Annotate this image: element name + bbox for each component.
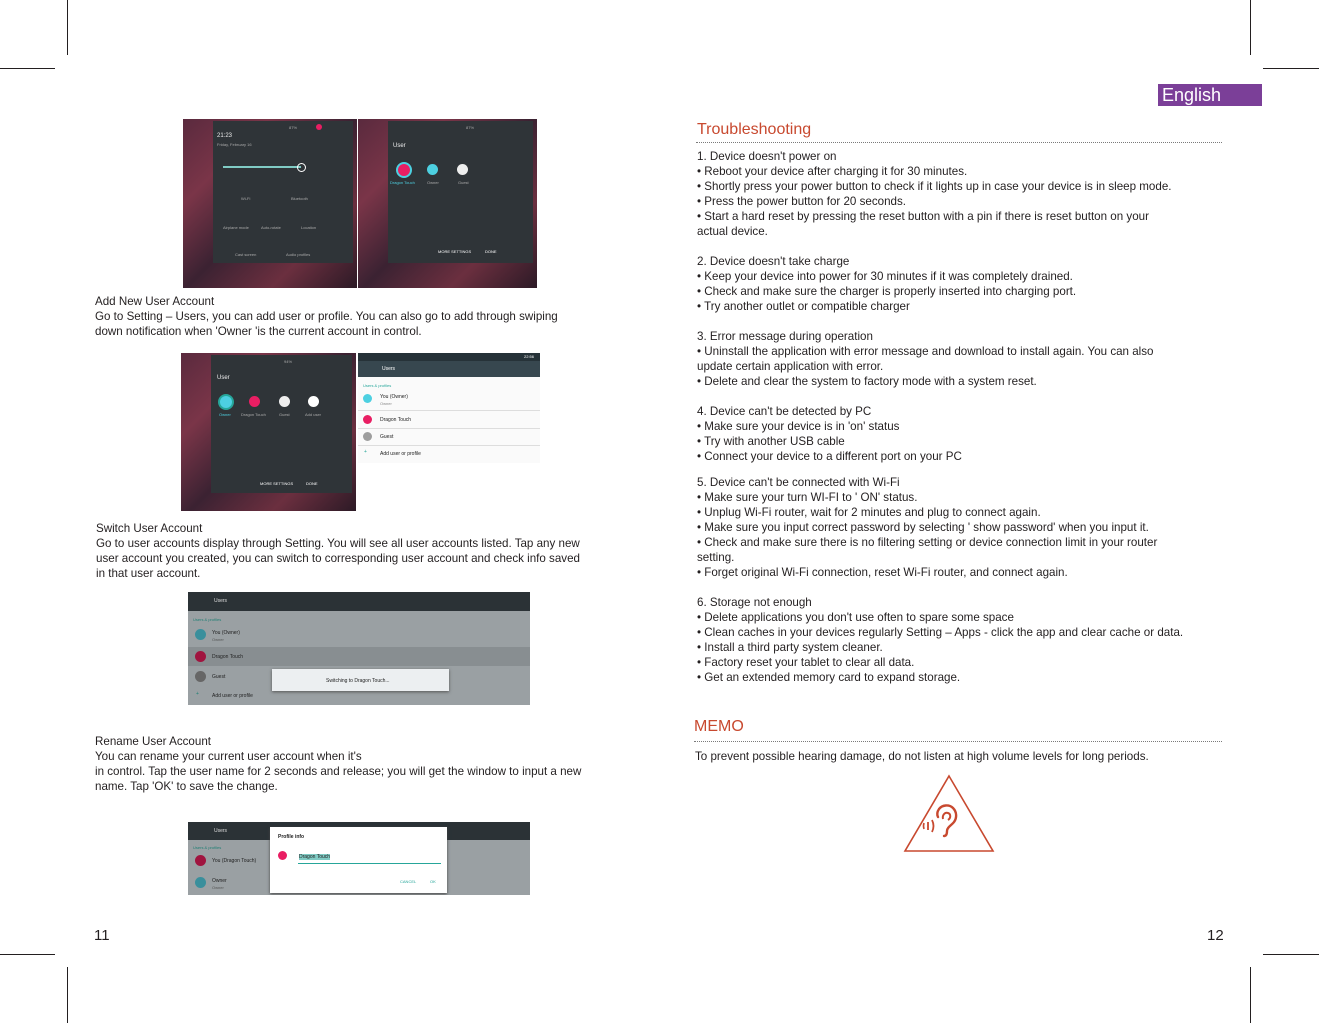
- section-heading: Rename User Account: [95, 735, 211, 748]
- appbar-title: Users: [214, 598, 228, 604]
- crop-mark: [67, 967, 68, 1023]
- text-line: • Start a hard reset by pressing the reset button with a pin if there is reset button on your: [697, 210, 1149, 223]
- done-button: DONE: [485, 249, 497, 254]
- user-name: Owner: [219, 412, 231, 417]
- section-label: Users & profiles: [193, 617, 222, 622]
- text-line: in control. Tap the user name for 2 seconds and release; you will get the window to input a new: [95, 765, 582, 778]
- memo-text: To prevent possible hearing damage, do not listen at high volume levels for long periods.: [695, 750, 1149, 763]
- brightness-thumb: [297, 163, 306, 172]
- text-line: • Unplug Wi-Fi router, wait for 2 minutes and plug to connect again.: [697, 506, 1041, 519]
- rename-user-section: [95, 734, 581, 794]
- page-number-left: 11: [94, 927, 110, 944]
- text-line: • Check and make sure there is no filtering setting or device connection limit in your router: [697, 536, 1158, 549]
- avatar: [316, 124, 322, 130]
- toast-text: Switching to Dragon Touch...: [326, 678, 390, 684]
- appbar-title: Users: [214, 828, 228, 834]
- text-line: in that user account.: [96, 567, 201, 580]
- text-line: • Make sure your device is in 'on' status: [697, 420, 900, 433]
- crop-mark: [0, 954, 55, 955]
- qs-battery: 87%: [289, 125, 298, 130]
- text-line: You can rename your current user account when it's: [95, 750, 362, 763]
- hearing-warning-icon: [902, 772, 996, 854]
- list-item-sub: Owner: [212, 885, 224, 890]
- crop-mark: [1263, 68, 1319, 69]
- text-line: • Try another outlet or compatible charger: [697, 300, 910, 313]
- list-item: Add user or profile: [380, 451, 421, 457]
- dialog-title: Profile info: [278, 834, 305, 840]
- text-line: Go to user accounts display through Setting. You will see all user accounts listed. Tap any new: [96, 537, 580, 550]
- text-line: name. Tap 'OK' to save the change.: [95, 780, 278, 793]
- user-panel-screenshot: [358, 119, 537, 288]
- title-rule: [696, 142, 1222, 143]
- text-line: Go to Setting – Users, you can add user or profile. You can also go to add through swiping: [95, 310, 558, 323]
- list-item: Guest: [380, 434, 394, 440]
- user-name: Add user: [305, 412, 322, 417]
- trouble-heading: 2. Device doesn't take charge: [697, 255, 850, 268]
- qs-tile: Wi-Fi: [241, 196, 251, 201]
- text-line: update certain application with error.: [697, 360, 884, 373]
- text-line: • Factory reset your tablet to clear all data.: [697, 656, 915, 669]
- section-heading: Switch User Account: [96, 522, 203, 535]
- appbar-title: Users: [382, 366, 396, 372]
- qs-date: Friday, February 16: [217, 142, 252, 147]
- crop-mark: [0, 68, 55, 69]
- list-item-sub: Owner: [212, 637, 224, 642]
- crop-mark: [1250, 0, 1251, 55]
- user-name: Dragon Touch: [241, 412, 266, 417]
- status-time: 22:56: [524, 354, 535, 359]
- brightness-slider: [223, 166, 301, 168]
- text-line: • Make sure you input correct password by selecting ' show password' when you input it.: [697, 521, 1149, 534]
- list-item: You (Owner): [212, 630, 240, 636]
- text-line: • Clean caches in your devices regularly Setting – Apps - click the app and clear cache or data.: [697, 626, 1184, 639]
- text-line: • Press the power button for 20 seconds.: [697, 195, 906, 208]
- qs-tile: Airplane mode: [223, 225, 249, 230]
- text-line: down notification when 'Owner 'is the current account in control.: [95, 325, 422, 338]
- qs-tile: Bluetooth: [291, 196, 308, 201]
- list-item: Owner: [212, 878, 227, 884]
- qs-battery: 87%: [466, 125, 475, 130]
- quick-settings-screenshot: [183, 119, 357, 288]
- trouble-heading: 3. Error message during operation: [697, 330, 873, 343]
- text-line: • Delete and clear the system to factory mode with a system reset.: [697, 375, 1037, 388]
- switch-user-section: [96, 521, 580, 581]
- troubleshooting-list: [697, 149, 1183, 685]
- list-item: Dragon Touch: [380, 417, 412, 423]
- text-line: • Forget original Wi-Fi connection, reset Wi-Fi router, and connect again.: [697, 566, 1068, 579]
- text-line: setting.: [697, 551, 735, 564]
- list-item: You (Dragon Touch): [212, 858, 257, 864]
- text-line: • Connect your device to a different port on your PC: [697, 450, 962, 463]
- text-line: actual device.: [697, 225, 768, 238]
- crop-mark: [1250, 967, 1251, 1023]
- list-item: Guest: [212, 674, 226, 680]
- user-panel-title: User: [393, 143, 406, 149]
- section-label: Users & profiles: [363, 383, 392, 388]
- qs-tile: Location: [301, 225, 317, 230]
- troubleshooting-title: Troubleshooting: [697, 121, 812, 138]
- section-heading: Add New User Account: [95, 295, 215, 308]
- user-name: Guest: [279, 412, 290, 417]
- qs-tile: Auto-rotate: [261, 225, 281, 230]
- list-item: Add user or profile: [212, 693, 253, 699]
- memo-title: MEMO: [694, 718, 744, 735]
- user-name: Dragon Touch: [390, 180, 415, 185]
- trouble-heading: 4. Device can't be detected by PC: [697, 405, 872, 418]
- text-line: • Reboot your device after charging it for 30 minutes.: [697, 165, 968, 178]
- text-line: • Shortly press your power button to check if it lights up in case your device is in sleep mode.: [697, 180, 1172, 193]
- user-panel-title: User: [217, 375, 230, 381]
- text-line: user account you created, you can switch to corresponding user account and check info saved: [96, 552, 580, 565]
- user-panel-add-screenshot: [181, 353, 356, 511]
- list-item: You (Owner): [380, 394, 408, 400]
- trouble-heading: 6. Storage not enough: [697, 596, 812, 609]
- text-line: • Try with another USB cable: [697, 435, 845, 448]
- text-line: • Check and make sure the charger is properly inserted into charging port.: [697, 285, 1077, 298]
- text-line: • Uninstall the application with error message and download to install again. You can also: [697, 345, 1154, 358]
- users-list-screenshot: 22:56 Users Users & profiles You (Owner) Owner Dragon Touch Guest + Add user or profile: [358, 353, 540, 463]
- cancel-button: CANCEL: [400, 879, 417, 884]
- crop-mark: [1263, 954, 1319, 955]
- profile-info-screenshot: [188, 822, 530, 895]
- language-badge: English: [1158, 84, 1262, 106]
- trouble-heading: 1. Device doesn't power on: [697, 150, 837, 163]
- more-settings-button: MORE SETTINGS: [438, 249, 472, 254]
- add-user-section: [95, 294, 558, 339]
- memo-rule: [694, 741, 1222, 742]
- list-item-sub: Owner: [380, 401, 392, 406]
- qs-time: 21:23: [217, 133, 233, 139]
- qs-battery: 94%: [284, 359, 293, 364]
- list-item: Dragon Touch: [212, 654, 244, 660]
- text-line: • Make sure your turn WI-FI to ' ON' status.: [697, 491, 918, 504]
- text-line: • Install a third party system cleaner.: [697, 641, 883, 654]
- user-name: Owner: [427, 180, 439, 185]
- text-line: • Keep your device into power for 30 minutes if it was completely drained.: [697, 270, 1073, 283]
- more-settings-button: MORE SETTINGS: [260, 481, 294, 486]
- done-button: DONE: [306, 481, 318, 486]
- user-name: Guest: [458, 180, 469, 185]
- qs-tile: Audio profiles: [286, 252, 311, 257]
- text-line: • Get an extended memory card to expand storage.: [697, 671, 961, 684]
- text-line: • Delete applications you don't use often to spare some space: [697, 611, 1014, 624]
- profile-name-input: Dragon Touch: [299, 854, 331, 860]
- switching-user-screenshot: Users Users & profiles You (Owner) Owner Dragon Touch Guest + Add user or profile Switching to Dragon Touch...: [188, 592, 530, 705]
- ok-button: OK: [430, 879, 436, 884]
- section-label: Users & profiles: [193, 845, 222, 850]
- page-number-right: 12: [1207, 927, 1224, 944]
- trouble-heading: 5. Device can't be connected with Wi-Fi: [697, 476, 900, 489]
- qs-tile: Cast screen: [235, 252, 257, 257]
- crop-mark: [67, 0, 68, 55]
